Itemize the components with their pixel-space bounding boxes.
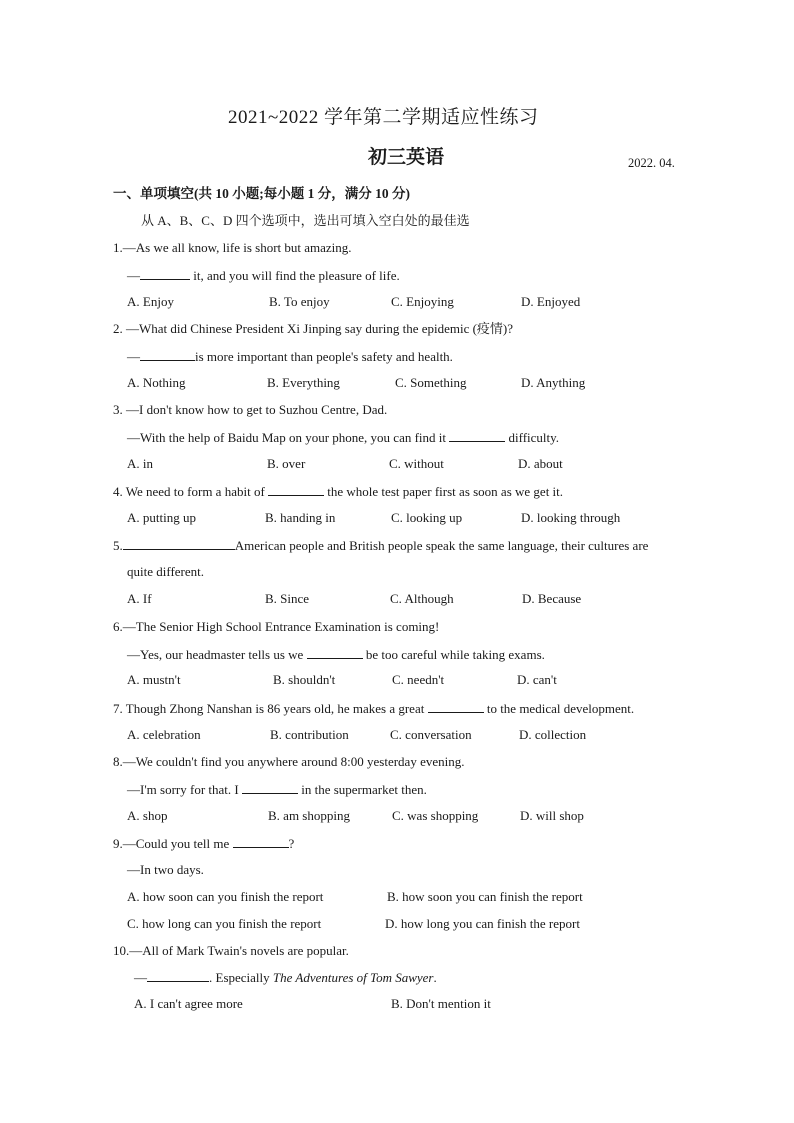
question-5-prompt-text: American people and British people speak the same language, their cultures are — [234, 538, 649, 553]
answer-blank — [147, 969, 209, 982]
exam-title: 2021~2022 学年第二学期适应性练习 — [228, 107, 539, 128]
answer-blank — [428, 700, 484, 713]
question-1-option-a: A. Enjoy — [127, 294, 174, 309]
question-6-option-c: C. needn't — [392, 672, 445, 687]
question-6-prompt: 6.—The Senior High School Entrance Examination is coming! — [113, 619, 440, 634]
question-10-response-mid: . Especially — [209, 970, 273, 985]
question-10-response — [134, 969, 437, 986]
question-8-option-c: C. was shopping — [392, 808, 479, 823]
question-6-response — [127, 646, 545, 663]
question-7-prompt — [113, 700, 634, 717]
question-1-option-b: B. To enjoy — [269, 294, 330, 309]
question-9-prompt-pre: 9.—Could you tell me — [113, 836, 233, 851]
question-9-prompt — [113, 835, 294, 852]
question-8-option-a: A. shop — [127, 808, 168, 823]
question-2-prompt: 2. —What did Chinese President Xi Jinping say during the epidemic (疫情)? — [113, 321, 514, 336]
question-6-option-a: A. mustn't — [127, 672, 181, 687]
question-7-prompt-post: to the medical development. — [483, 701, 635, 716]
question-8-option-b: B. am shopping — [268, 808, 350, 823]
question-10-period: . — [433, 970, 437, 985]
question-9-option-b: B. how soon you can finish the report — [387, 889, 583, 904]
question-9-option-a: A. how soon can you finish the report — [127, 889, 324, 904]
question-5-number: 5. — [113, 538, 123, 553]
question-2-option-b: B. Everything — [267, 375, 340, 390]
question-5-option-c: C. Although — [390, 591, 454, 606]
answer-blank — [242, 781, 298, 794]
question-8-response-pre: —I'm sorry for that. I — [127, 782, 242, 797]
question-6-response-post: be too careful while taking exams. — [362, 647, 545, 662]
question-5-prompt — [113, 537, 648, 554]
question-1-option-d: D. Enjoyed — [521, 294, 581, 309]
question-1-response — [127, 267, 400, 284]
question-3-response-pre: —With the help of Baidu Map on your phone, you can find it — [127, 430, 450, 445]
question-7-option-d: D. collection — [519, 727, 587, 742]
question-8-prompt: 8.—We couldn't find you anywhere around 8:00 yesterday evening. — [113, 754, 465, 769]
question-3-prompt: 3. —I don't know how to get to Suzhou Centre, Dad. — [113, 402, 388, 417]
question-2-response-text: is more important than people's safety and health. — [195, 349, 453, 364]
section-heading: 一、单项填空(共 10 小题;每小题 1 分，满分 10 分) — [113, 186, 410, 201]
question-7-option-a: A. celebration — [127, 727, 201, 742]
question-6-response-pre: —Yes, our headmaster tells us we — [127, 647, 307, 662]
answer-blank — [268, 483, 324, 496]
exam-subtitle: 初三英语 — [368, 147, 445, 168]
question-4-option-c: C. looking up — [391, 510, 463, 525]
question-3-option-d: D. about — [518, 456, 563, 471]
question-10-option-b: B. Don't mention it — [391, 996, 491, 1011]
question-9-prompt-post: ? — [288, 836, 295, 851]
section-instruction: 从 A、B、C、D 四个选项中，选出可填入空白处的最佳选 — [141, 213, 470, 228]
question-2-dash: — — [127, 349, 140, 364]
answer-blank — [123, 537, 235, 550]
question-4-prompt-post: the whole test paper first as soon as we get it. — [324, 484, 564, 499]
question-3-option-a: A. in — [127, 456, 153, 471]
exam-date: 2022. 04. — [628, 156, 675, 170]
question-9-option-c: C. how long can you finish the report — [127, 916, 322, 931]
question-4-prompt — [113, 483, 563, 500]
question-2-option-c: C. Something — [395, 375, 467, 390]
question-1-option-c: C. Enjoying — [391, 294, 454, 309]
question-1-dash: — — [127, 268, 140, 283]
question-5-option-a: A. If — [127, 591, 152, 606]
question-4-option-b: B. handing in — [265, 510, 336, 525]
question-9-option-d: D. how long you can finish the report — [385, 916, 580, 931]
question-9-response: —In two days. — [127, 862, 204, 877]
question-8-response-post: in the supermarket then. — [297, 782, 427, 797]
question-4-option-d: D. looking through — [521, 510, 621, 525]
question-5-option-b: B. Since — [265, 591, 310, 606]
answer-blank — [307, 646, 363, 659]
answer-blank — [140, 348, 195, 361]
question-1-prompt: 1.—As we all know, life is short but amazing. — [113, 240, 352, 255]
answer-blank — [233, 835, 289, 848]
question-10-book-title: The Adventures of Tom Sawyer — [272, 970, 434, 985]
question-8-response — [127, 781, 427, 798]
question-5-option-d: D. Because — [522, 591, 582, 606]
question-2-response — [127, 348, 453, 365]
question-3-response — [127, 429, 559, 446]
question-2-option-d: D. Anything — [521, 375, 586, 390]
question-7-option-b: B. contribution — [270, 727, 349, 742]
answer-blank — [449, 429, 505, 442]
question-7-option-c: C. conversation — [390, 727, 472, 742]
question-2-option-a: A. Nothing — [127, 375, 186, 390]
question-4-option-a: A. putting up — [127, 510, 196, 525]
question-10-option-a: A. I can't agree more — [134, 996, 243, 1011]
question-5-prompt-cont: quite different. — [127, 564, 205, 579]
question-8-option-d: D. will shop — [520, 808, 584, 823]
question-6-option-d: D. can't — [517, 672, 557, 687]
question-6-option-b: B. shouldn't — [273, 672, 336, 687]
question-3-response-post: difficulty. — [505, 430, 560, 445]
question-3-option-b: B. over — [267, 456, 306, 471]
question-10-dash: — — [134, 970, 147, 985]
question-7-prompt-pre: 7. Though Zhong Nanshan is 86 years old, he makes a great — [113, 701, 428, 716]
question-3-option-c: C. without — [389, 456, 444, 471]
question-1-response-text: it, and you will find the pleasure of life. — [190, 268, 400, 283]
answer-blank — [140, 267, 190, 280]
question-10-prompt: 10.—All of Mark Twain's novels are popular. — [113, 943, 349, 958]
question-4-prompt-pre: 4. We need to form a habit of — [113, 484, 269, 499]
